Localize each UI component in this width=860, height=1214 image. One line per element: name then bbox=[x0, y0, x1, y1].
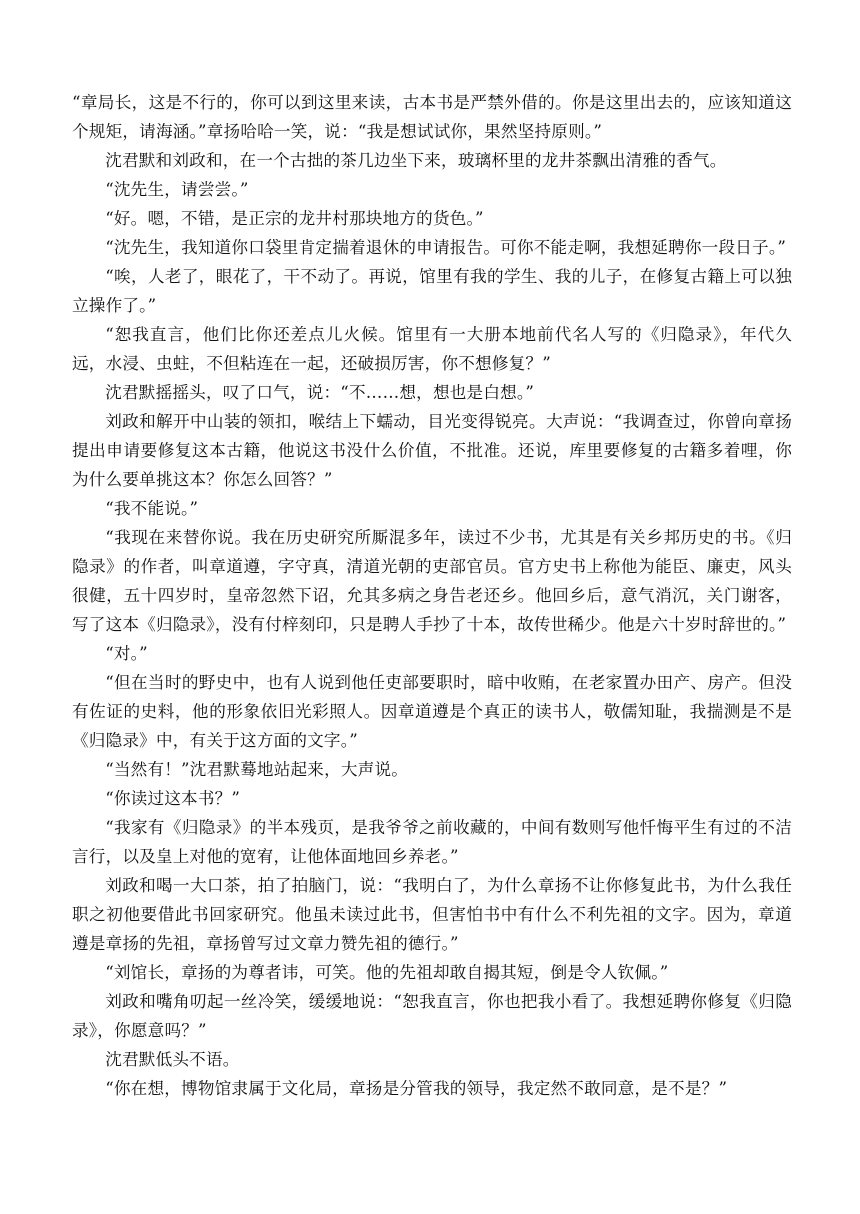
paragraph-19: 刘政和嘴角叨起一丝冷笑，缓缓地说：“恕我直言，你也把我小看了。我想延聘你修复《归隐录》，你愿意吗？” bbox=[72, 992, 792, 1040]
paragraph-10: “我不能说。” bbox=[105, 499, 199, 518]
paragraph-5: “沈先生，我知道你口袋里肯定揣着退休的申请报告。可你不能走啊，我想延聘你一段日子。” bbox=[105, 238, 787, 257]
document-body bbox=[72, 88, 792, 1103]
paragraph-6: “唉，人老了，眼花了，干不动了。再说，馆里有我的学生、我的儿子，在修复古籍上可以独立操作了。” bbox=[72, 267, 792, 315]
paragraph-16: “我家有《归隐录》的半本残页，是我爷爷之前收藏的，中间有数则写他忏悔平生有过的不洁言行，以及皇上对他的宽宥，让他体面地回乡养老。” bbox=[72, 818, 792, 866]
paragraph-20: 沈君默低头不语。 bbox=[105, 1050, 240, 1069]
paragraph-2: 沈君默和刘政和，在一个古拙的茶几边坐下来，玻璃杯里的龙井茶飘出清雅的香气。 bbox=[105, 151, 727, 170]
paragraph-1: “章局长，这是不行的，你可以到这里来读，古本书是严禁外借的。你是这里出去的，应该知道这个规矩，请海涵。”章扬哈哈一笑，说：“我是想试试你，果然坚持原则。” bbox=[72, 93, 792, 141]
paragraph-3: “沈先生，请尝尝。” bbox=[105, 180, 249, 199]
paragraph-9: 刘政和解开中山装的领扣，喉结上下蠕动，目光变得锐亮。大声说：“我调查过，你曾向章扬提出申请要修复这本古籍，他说这书没什么价值，不批准。还说，库里要修复的古籍多着哩，你为什么要单挑这本？你怎么回答？” bbox=[72, 412, 792, 489]
paragraph-15: “你读过这本书？” bbox=[105, 789, 241, 808]
paragraph-12: “对。” bbox=[105, 644, 148, 663]
paragraph-4: “好。嗯，不错，是正宗的龙井村那块地方的货色。” bbox=[105, 209, 484, 228]
paragraph-11: “我现在来替你说。我在历史研究所厮混多年，读过不少书，尤其是有关乡邦历史的书。《归隐录》的作者，叫章道遵，字守真，清道光朝的吏部官员。官方史书上称他为能臣、廉吏，风头很健，五十四岁时，皇帝忽然下诏，允其多病之身告老还乡。他回乡后，意气消沉，关门谢客，写了这本《归隐录》，没有付梓刻印，只是聘人手抄了十本，故传世稀少。他是六十岁时辞世的。” bbox=[72, 528, 792, 634]
paragraph-7: “恕我直言，他们比你还差点儿火候。馆里有一大册本地前代名人写的《归隐录》，年代久远，水浸、虫蛀，不但粘连在一起，还破损厉害，你不想修复？” bbox=[72, 325, 792, 373]
paragraph-14: “当然有！”沈君默蓦地站起来，大声说。 bbox=[105, 760, 409, 779]
paragraph-18: “刘馆长，章扬的为尊者讳，可笑。他的先祖却敢自揭其短，倒是令人钦佩。” bbox=[105, 963, 669, 982]
paragraph-17: 刘政和喝一大口茶，拍了拍脑门，说：“我明白了，为什么章扬不让你修复此书，为什么我任职之初他要借此书回家研究。他虽未读过此书，但害怕书中有什么不利先祖的文字。因为，章道遵是章扬的先祖，章扬曾写过文章力赞先祖的德行。” bbox=[72, 876, 792, 953]
paragraph-13: “但在当时的野史中，也有人说到他任吏部要职时，暗中收贿，在老家置办田产、房产。但没有佐证的史料，他的形象依旧光彩照人。因章道遵是个真正的读书人，敬儒知耻，我揣测是不是《归隐录》中，有关于这方面的文字。” bbox=[72, 673, 792, 750]
paragraph-8: 沈君默摇摇头，叹了口气，说：“不……想，想也是白想。” bbox=[105, 383, 535, 402]
paragraph-21: “你在想，博物馆隶属于文化局，章扬是分管我的领导，我定然不敢同意，是不是？” bbox=[105, 1079, 728, 1098]
